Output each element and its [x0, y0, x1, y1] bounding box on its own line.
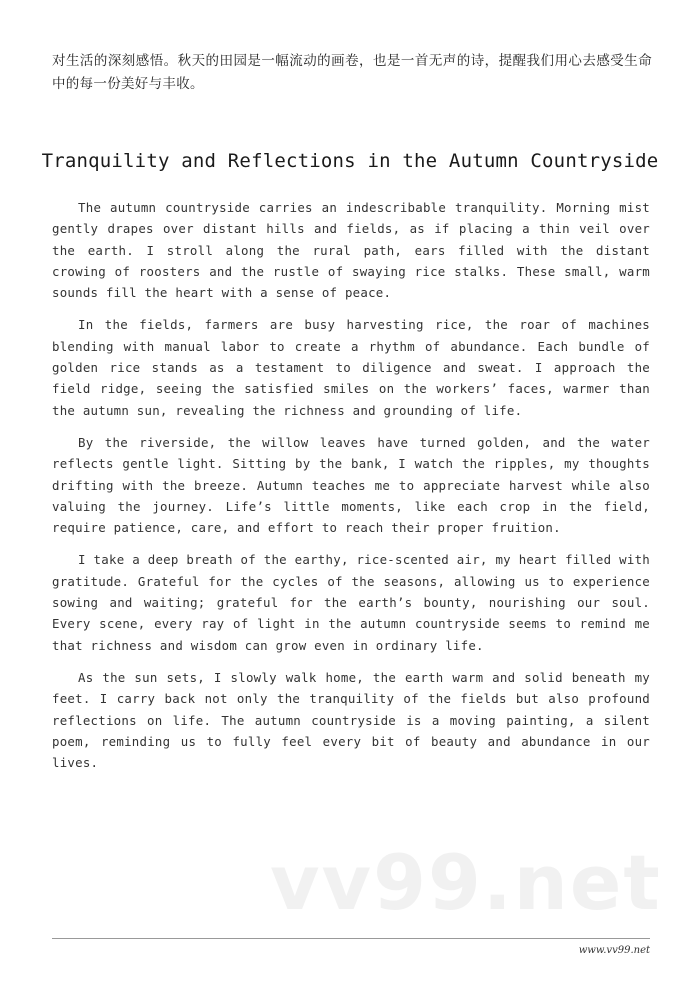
article-paragraph-4: I take a deep breath of the earthy, rice-scented air, my heart filled with gratitude. Grateful for the cycles of the seasons, allowing us to experience sowing and waiting; grateful for the earth’s bounty, nourishing our soul. Every scene, every ray of light in the autumn countryside seems to remind me that richness and wisdom can grow even in ordinary life.: [52, 552, 650, 653]
article-title: Tranquility and Reflections in the Autumn Countryside: [41, 150, 659, 172]
intro-paragraph: 对生活的深刻感悟。秋天的田园是一幅流动的画卷，也是一首无声的诗，提醒我们用心去感受生命中的每一份美好与丰收。: [52, 53, 652, 92]
article-paragraph-3: By the riverside, the willow leaves have turned golden, and the water reflects gentle light. Sitting by the bank, I watch the ripples, my thoughts drifting with the breeze. Autumn teaches me to appreciate harvest while also valuing the journey. Life’s little moments, like each crop in the field, require patience, care, and effort to reach their proper fruition.: [52, 434, 650, 536]
article-paragraph-2: In the fields, farmers are busy harvesting rice, the roar of machines blending with manual labor to create a rhythm of abundance. Each bundle of golden rice stands as a testament to diligence and sweat. I approach the field ridge, seeing the satisfied smiles on the workers’ faces, warmer than the autumn sun, revealing the richness and grounding of life.: [52, 317, 650, 418]
article-paragraph-1: The autumn countryside carries an indescribable tranquility. Morning mist gently drapes over distant hills and fields, as if placing a thin veil over the earth. I stroll along the rural path, ears filled with the distant crowing of roosters and the rustle of swaying rice stalks. These small, warm sounds fill the heart with a sense of peace.: [52, 200, 650, 301]
watermark: vv99.net: [270, 838, 662, 927]
footer-divider: [52, 938, 650, 939]
article-body: [52, 197, 650, 784]
footer-url: www.vv99.net: [578, 945, 650, 956]
article-paragraph-5: As the sun sets, I slowly walk home, the earth warm and solid beneath my feet. I carry back not only the tranquility of the fields but also profound reflections on life. The autumn countryside is a moving painting, a silent poem, reminding us to fully feel every bit of beauty and abundance in our lives.: [52, 669, 650, 771]
